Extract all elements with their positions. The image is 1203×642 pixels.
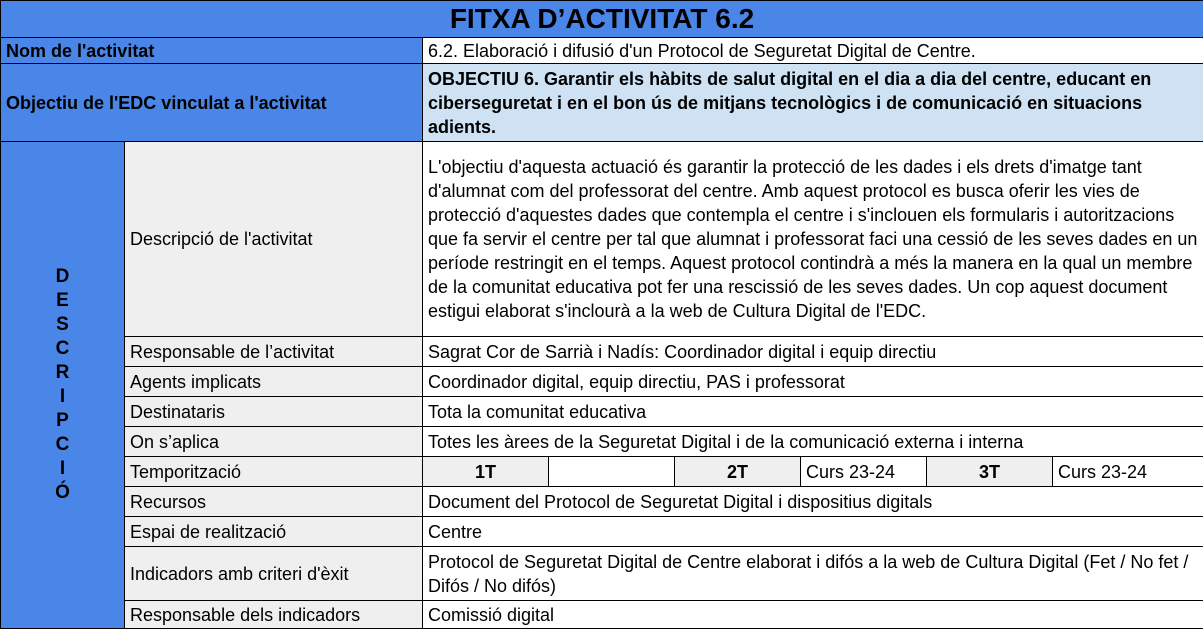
description-side-label bbox=[1, 142, 125, 629]
side-letter: I bbox=[59, 386, 66, 407]
responsible-label: Responsable de l’activitat bbox=[125, 337, 423, 367]
recipients-value: Tota la comunitat educativa bbox=[423, 397, 1203, 427]
responsible-value: Sagrat Cor de Sarrià i Nadís: Coordinador digital i equip directiu bbox=[423, 337, 1203, 367]
side-letter: E bbox=[56, 290, 69, 311]
location-label: Espai de realització bbox=[125, 517, 423, 547]
page-title: FITXA D’ACTIVITAT 6.2 bbox=[1, 1, 1203, 38]
term-1-label: 1T bbox=[423, 457, 549, 487]
scope-value: Totes les àrees de la Seguretat Digital i de la comunicació externa i interna bbox=[423, 427, 1203, 457]
recipients-label: Destinataris bbox=[125, 397, 423, 427]
description-value: L'objectiu d'aquesta actuació és garantir la protecció de les dades i els drets d'imatge tant d'alumnat com del professorat del centre. Amb aquest protocol es busca oferir les vies de protecció d'aquestes dades que contempla el centre i s'inclouen els formularis i autoritzacions que fa servir el centre per tal que alumnat i professorat faci una cessió de les seves dades en un període restringit en el temps. Aquest protocol contindrà a més la manera en la qual un membre de la comunitat educativa pot fer una rescissió de les seves dades. Un cop aquest document estigui elaborat s'inclourà a la web de Cultura Digital de l'EDC. bbox=[423, 142, 1203, 337]
scope-label: On s’aplica bbox=[125, 427, 423, 457]
location-value: Centre bbox=[423, 517, 1203, 547]
activity-name-label: Nom de l'activitat bbox=[1, 38, 423, 64]
objective-label: Objectiu de l'EDC vinculat a l'activitat bbox=[1, 64, 423, 142]
agents-value: Coordinador digital, equip directiu, PAS i professorat bbox=[423, 367, 1203, 397]
side-letter: I bbox=[59, 458, 66, 479]
term-1-value bbox=[549, 457, 675, 487]
term-3-value: Curs 23-24 bbox=[1053, 457, 1203, 487]
side-letter: Ó bbox=[55, 482, 70, 503]
activity-name-value: 6.2. Elaboració i difusió d'un Protocol de Seguretat Digital de Centre. bbox=[423, 38, 1203, 64]
timing-label: Temporització bbox=[125, 457, 423, 487]
objective-value: OBJECTIU 6. Garantir els hàbits de salut digital en el dia a dia del centre, educant en ciberseguretat i en el bon ús de mitjans tecnològics i de comunicació en situacions adients. bbox=[423, 64, 1203, 142]
term-2-value: Curs 23-24 bbox=[801, 457, 927, 487]
description-label: Descripció de l'activitat bbox=[125, 142, 423, 337]
indicators-label: Indicadors amb criteri d'èxit bbox=[125, 547, 423, 601]
term-2-label: 2T bbox=[675, 457, 801, 487]
side-letter: R bbox=[55, 362, 70, 383]
indicators-responsible-label: Responsable dels indicadors bbox=[125, 601, 423, 629]
agents-label: Agents implicats bbox=[125, 367, 423, 397]
side-letter: C bbox=[55, 338, 70, 359]
indicators-value: Protocol de Seguretat Digital de Centre elaborat i difós a la web de Cultura Digital (Fet / No fet / Difós / No difós) bbox=[423, 547, 1203, 601]
side-letter: S bbox=[56, 314, 69, 335]
resources-value: Document del Protocol de Seguretat Digital i dispositius digitals bbox=[423, 487, 1203, 517]
indicators-responsible-value: Comissió digital bbox=[423, 601, 1203, 629]
term-3-label: 3T bbox=[927, 457, 1053, 487]
side-letter: C bbox=[55, 434, 70, 455]
resources-label: Recursos bbox=[125, 487, 423, 517]
side-letter: D bbox=[55, 266, 70, 287]
side-letter: P bbox=[56, 410, 69, 431]
